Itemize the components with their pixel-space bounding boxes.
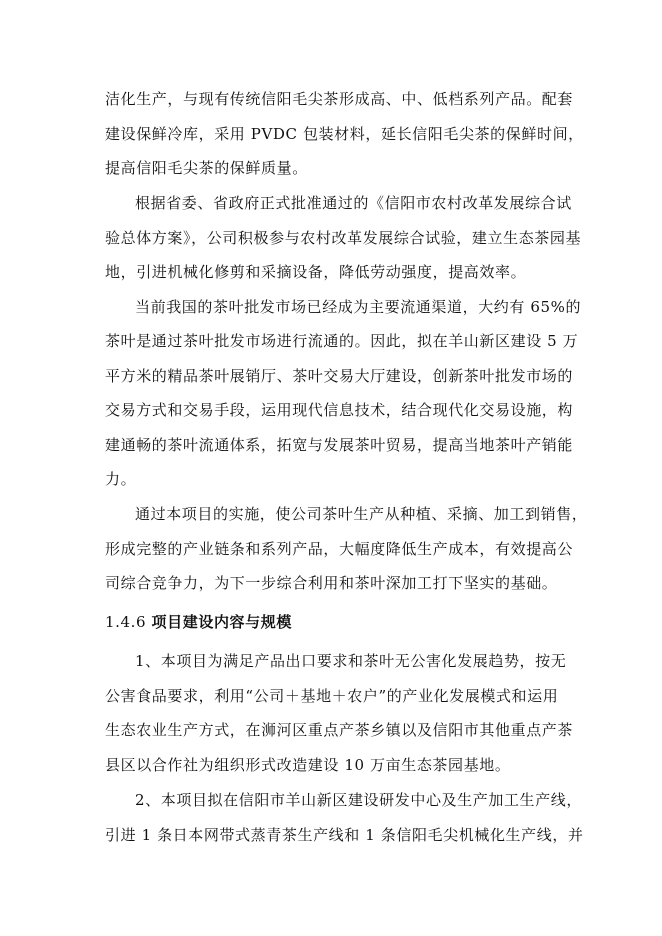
section-heading (105, 612, 292, 632)
text-line: 根据省委、省政府正式批准通过的《信阳市农村改革发展综合试 (135, 194, 572, 212)
text-line: 平方米的精品茶叶展销厅、茶叶交易大厅建设，创新茶叶批发市场的 (105, 367, 574, 385)
text-line: 地，引进机械化修剪和采摘设备，降低劳动强度，提高效率。 (105, 263, 527, 281)
text-line: 验总体方案》，公司积极参与农村改革发展综合试验，建立生态茶园基 (105, 229, 582, 247)
text-line: 茶叶是通过茶叶批发市场进行流通的。因此，拟在羊山新区建设 5 万 (105, 332, 579, 350)
section-number: 1.4.6 (105, 613, 147, 631)
text-line: 公害食品要求，利用“公司＋基地＋农户”的产业化发展模式和运用 (105, 687, 559, 705)
text-line: 引进 1 条日本网带式蒸青茶生产线和 1 条信阳毛尖机械化生产线，并 (105, 826, 584, 844)
text-line: 通过本项目的实施，使公司茶叶生产从种植、采摘、加工到销售， (135, 505, 588, 523)
text-line: 1、本项目为满足产品出口要求和茶叶无公害化发展趋势，按无 (135, 652, 567, 670)
text-line: 洁化生产，与现有传统信阳毛尖茶形成高、中、低档系列产品。配套 (105, 90, 574, 108)
text-line: 提高信阳毛尖茶的保鲜质量。 (105, 159, 308, 177)
text-line: 当前我国的茶叶批发市场已经成为主要流通渠道，大约有 65%的 (135, 298, 582, 316)
text-line: 司综合竞争力，为下一步综合利用和茶叶深加工打下坚实的基础。 (105, 574, 558, 592)
text-line: 县区以合作社为组织形式改造建设 10 万亩生态茶园基地。 (105, 756, 511, 774)
text-line: 形成完整的产业链条和系列产品，大幅度降低生产成本，有效提高公 (105, 540, 574, 558)
text-line: 建通畅的茶叶流通体系，拓宽与发展茶叶贸易，提高当地茶叶产销能 (105, 436, 574, 454)
text-line: 力。 (105, 470, 137, 488)
text-line: 2、本项目拟在信阳市羊山新区建设研发中心及生产加工生产线， (135, 791, 582, 809)
section-title: 项目建设内容与规模 (151, 613, 292, 631)
text-line: 建设保鲜冷库，采用 PVDC 包装材料，延长信阳毛尖茶的保鲜时间， (105, 125, 584, 143)
text-line: 生态农业生产方式，在浉河区重点产茶乡镇以及信阳市其他重点产茶 (105, 721, 574, 739)
text-line: 交易方式和交易手段，运用现代信息技术，结合现代化交易设施，构 (105, 401, 574, 419)
